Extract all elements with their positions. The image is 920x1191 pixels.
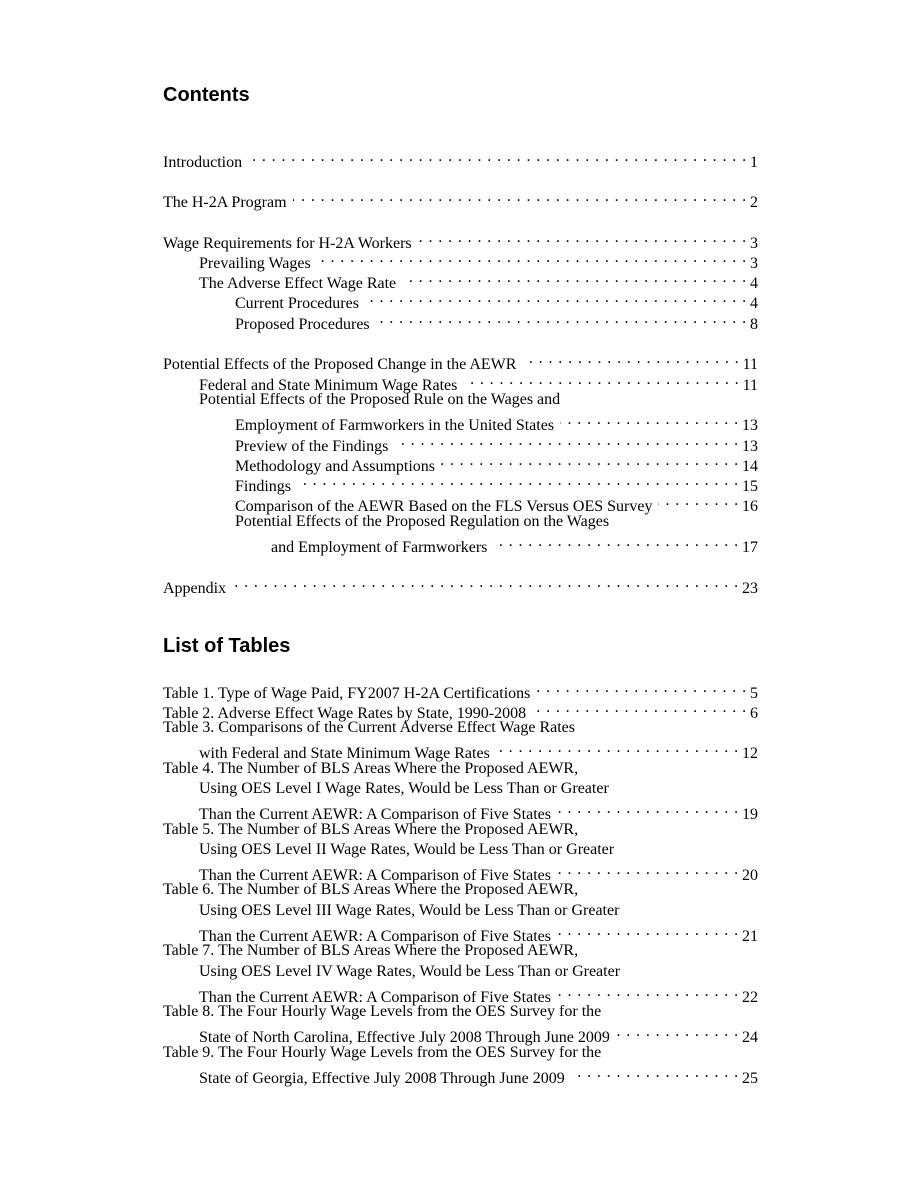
lot-entry-text: Table 2. Adverse Effect Wage Rates by State, 1990-2008	[163, 705, 527, 722]
toc-entry-text: Prevailing Wages	[199, 255, 311, 272]
toc-entry-appendix[interactable]	[163, 573, 758, 597]
lot-page-number: 21	[742, 928, 758, 945]
lot-entry-text: Using OES Level III Wage Rates, Would be Less Than or Greater	[199, 902, 620, 919]
lot-entry-text: Table 8. The Four Hourly Wage Levels from the OES Survey for the	[163, 1003, 602, 1020]
toc-entry-text: Appendix	[163, 580, 227, 597]
lot-entry-table-3-cont[interactable]	[199, 738, 758, 762]
lot-entry-text: Than the Current AEWR: A Comparison of Five States	[199, 989, 551, 1006]
dot-leader	[496, 738, 739, 758]
toc-page-number: 23	[742, 580, 758, 597]
list-of-tables-heading: List of Tables	[163, 635, 291, 657]
lot-entry-text: Table 5. The Number of BLS Areas Where the Proposed AEWR,	[163, 821, 579, 838]
contents-heading: Contents	[163, 84, 250, 106]
toc-entry-prevailing-wages[interactable]	[199, 248, 758, 272]
dot-leader	[557, 860, 739, 880]
dot-leader	[441, 451, 739, 471]
toc-page-number: 4	[750, 275, 758, 292]
toc-page-number: 8	[750, 316, 758, 333]
lot-entry-table-9-cont[interactable]	[199, 1063, 758, 1087]
lot-entry-text: Using OES Level II Wage Rates, Would be Less Than or Greater	[199, 841, 615, 858]
dot-leader	[365, 288, 747, 308]
lot-entry-text: Table 1. Type of Wage Paid, FY2007 H-2A Certifications	[163, 685, 531, 702]
toc-entry-text: Methodology and Assumptions	[235, 458, 436, 475]
toc-page-number: 2	[750, 194, 758, 211]
lot-page-number: 22	[742, 989, 758, 1006]
lot-entry-text: State of North Carolina, Effective July 2008 Through June 2009	[199, 1029, 610, 1046]
lot-entry-text: Using OES Level I Wage Rates, Would be Less Than or Greater	[199, 780, 609, 797]
dot-leader	[522, 349, 739, 369]
toc-entry-text: and Employment of Farmworkers	[271, 539, 488, 556]
toc-entry-introduction[interactable]	[163, 147, 758, 171]
toc-entry-current-procedures[interactable]	[235, 288, 758, 312]
toc-entry-text: Preview of the Findings	[235, 438, 389, 455]
lot-entry-text: with Federal and State Minimum Wage Rates	[199, 745, 490, 762]
lot-entry-table-4[interactable]	[163, 759, 758, 779]
toc-entry-effects-proposed-rule-cont[interactable]	[235, 410, 758, 434]
dot-leader	[560, 410, 739, 430]
toc-page-number: 15	[742, 478, 758, 495]
toc-entry-adverse-effect-wage-rate[interactable]	[199, 268, 758, 292]
toc-entry-text: Comparison of the AEWR Based on the FLS Versus OES Survey	[235, 498, 653, 515]
toc-page-number: 13	[742, 438, 758, 455]
toc-entry-text: Current Procedures	[235, 295, 359, 312]
toc-entry-text: Potential Effects of the Proposed Change in the AEWR	[163, 356, 517, 373]
toc-page-number: 3	[750, 235, 758, 252]
toc-entry-findings[interactable]	[235, 471, 758, 495]
dot-leader	[317, 248, 747, 268]
lot-entry-text: Table 9. The Four Hourly Wage Levels from the OES Survey for the	[163, 1044, 602, 1061]
dot-leader	[557, 982, 739, 1002]
toc-entry-proposed-procedures[interactable]	[235, 309, 758, 333]
lot-entry-text: Than the Current AEWR: A Comparison of Five States	[199, 867, 551, 884]
lot-page-number: 25	[742, 1070, 758, 1087]
lot-entry-table-6[interactable]	[163, 880, 758, 900]
toc-page-number: 11	[742, 377, 758, 394]
dot-leader	[232, 573, 739, 593]
lot-entry-table-4-line3[interactable]	[199, 799, 758, 823]
lot-entry-text: Table 7. The Number of BLS Areas Where the Proposed AEWR,	[163, 942, 579, 959]
lot-entry-text: Table 3. Comparisons of the Current Adverse Effect Wage Rates	[163, 719, 575, 736]
lot-entry-text: Than the Current AEWR: A Comparison of Five States	[199, 806, 551, 823]
lot-entry-table-7-line2[interactable]	[199, 962, 758, 982]
toc-entry-effects-proposed-regulation[interactable]	[235, 512, 758, 532]
dot-leader	[293, 187, 747, 207]
toc-page-number: 3	[750, 255, 758, 272]
dot-leader	[394, 431, 739, 451]
lot-entry-text: Table 6. The Number of BLS Areas Where the Proposed AEWR,	[163, 881, 579, 898]
lot-entry-table-5-line3[interactable]	[199, 860, 758, 884]
lot-entry-table-9[interactable]	[163, 1043, 758, 1063]
lot-page-number: 5	[750, 685, 758, 702]
lot-entry-table-8-cont[interactable]	[199, 1022, 758, 1046]
toc-entry-minimum-wage-rates[interactable]	[199, 370, 758, 394]
dot-leader	[402, 268, 747, 288]
toc-entry-potential-effects[interactable]	[163, 349, 758, 373]
lot-entry-table-5[interactable]	[163, 820, 758, 840]
dot-leader	[463, 370, 739, 390]
lot-page-number: 24	[742, 1029, 758, 1046]
lot-page-number: 19	[742, 806, 758, 823]
toc-entry-text: The Adverse Effect Wage Rate	[199, 275, 397, 292]
lot-entry-table-7-line3[interactable]	[199, 982, 758, 1006]
dot-leader	[571, 1063, 739, 1083]
lot-entry-table-8[interactable]	[163, 1002, 758, 1022]
lot-entry-table-2[interactable]	[163, 698, 758, 722]
toc-entry-methodology[interactable]	[235, 451, 758, 475]
dot-leader	[658, 491, 739, 511]
toc-entry-text: Introduction	[163, 154, 243, 171]
dot-leader	[536, 678, 747, 698]
toc-page-number: 4	[750, 295, 758, 312]
lot-entry-table-6-line3[interactable]	[199, 921, 758, 945]
lot-entry-table-6-line2[interactable]	[199, 901, 758, 921]
lot-entry-table-7[interactable]	[163, 941, 758, 961]
toc-entry-effects-proposed-regulation-cont[interactable]	[271, 532, 758, 556]
toc-page-number: 11	[742, 356, 758, 373]
toc-entry-text: Potential Effects of the Proposed Rule on the Wages and	[199, 391, 561, 408]
lot-entry-table-3[interactable]	[163, 718, 758, 738]
lot-entry-table-4-line2[interactable]	[199, 779, 758, 799]
toc-page-number: 17	[742, 539, 758, 556]
lot-entry-table-5-line2[interactable]	[199, 840, 758, 860]
dot-leader	[557, 921, 739, 941]
lot-page-number: 12	[742, 745, 758, 762]
toc-page-number: 1	[750, 154, 758, 171]
dot-leader	[418, 228, 747, 248]
dot-leader	[376, 309, 747, 329]
dot-leader	[248, 147, 747, 167]
toc-entry-text: Findings	[235, 478, 292, 495]
lot-entry-text: State of Georgia, Effective July 2008 Through June 2009	[199, 1070, 565, 1087]
toc-entry-text: Federal and State Minimum Wage Rates	[199, 377, 458, 394]
lot-page-number: 6	[750, 705, 758, 722]
dot-leader	[297, 471, 739, 491]
dot-leader	[493, 532, 739, 552]
toc-entry-effects-proposed-rule[interactable]	[199, 390, 758, 410]
toc-entry-text: Employment of Farmworkers in the United States	[235, 417, 555, 434]
toc-page-number: 14	[742, 458, 758, 475]
toc-entry-text: The H-2A Program	[163, 194, 287, 211]
lot-entry-text: Using OES Level IV Wage Rates, Would be Less Than or Greater	[199, 963, 621, 980]
toc-entry-wage-requirements[interactable]	[163, 228, 758, 252]
toc-entry-preview-findings[interactable]	[235, 431, 758, 455]
toc-entry-h2a-program[interactable]	[163, 187, 758, 211]
toc-entry-text: Wage Requirements for H-2A Workers	[163, 235, 412, 252]
toc-entry-text: Potential Effects of the Proposed Regulation on the Wages	[235, 513, 610, 530]
toc-entry-text: Proposed Procedures	[235, 316, 370, 333]
dot-leader	[532, 698, 747, 718]
toc-page-number: 16	[742, 498, 758, 515]
dot-leader	[557, 799, 739, 819]
lot-entry-table-1[interactable]	[163, 678, 758, 702]
lot-entry-text: Table 4. The Number of BLS Areas Where the Proposed AEWR,	[163, 760, 579, 777]
toc-page-number: 13	[742, 417, 758, 434]
toc-entry-comparison-fls-oes[interactable]	[235, 491, 758, 515]
lot-page-number: 20	[742, 867, 758, 884]
lot-entry-text: Than the Current AEWR: A Comparison of Five States	[199, 928, 551, 945]
dot-leader	[616, 1022, 739, 1042]
